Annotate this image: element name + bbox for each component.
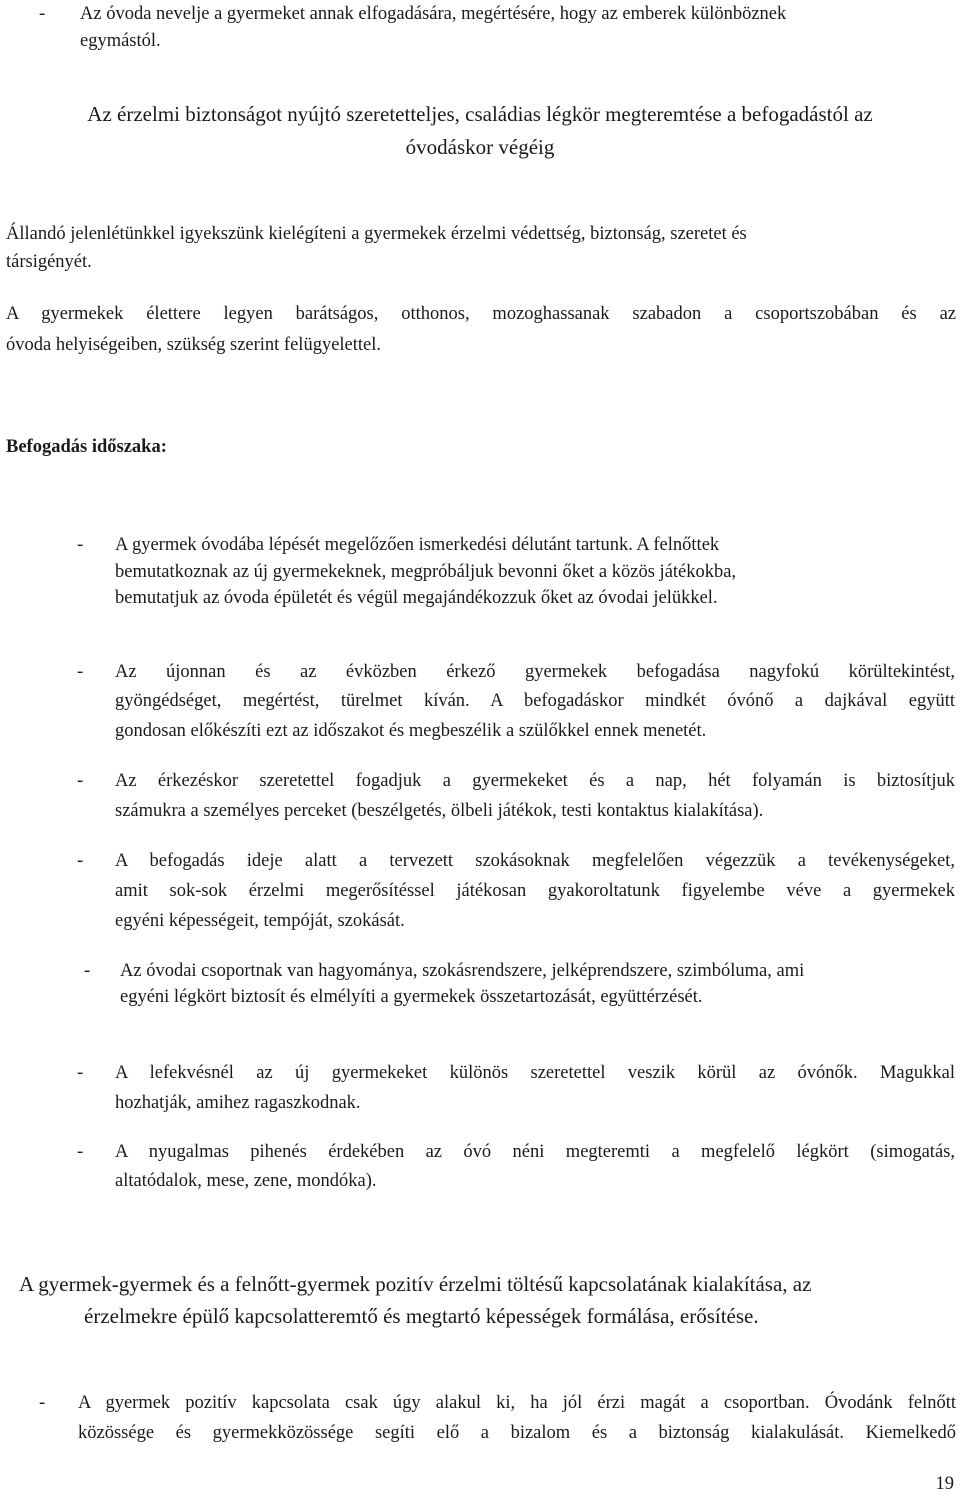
text-line: gyöngédséget, megértést, türelmet kíván. A befogadáskor mindkét óvónő a dajkával együtt: [115, 691, 955, 711]
text-line: amit sok-sok érzelmi megerősítéssel játékosan gyakoroltatunk figyelembe véve a gyermekek: [115, 881, 955, 901]
text-line: Az óvodai csoportnak van hagyománya, szokásrendszere, jelképrendszere, szimbóluma, ami: [120, 961, 805, 981]
heading-line: óvodáskor végéig: [405, 135, 555, 159]
text-line: Állandó jelenlétünkkel igyekszünk kielégíteni a gyermekek érzelmi védettség, biztonság, szeretet és: [6, 224, 747, 244]
bullet-dash: -: [77, 662, 84, 682]
befogadas-heading: Befogadás időszaka:: [6, 437, 167, 457]
bullet-dash: -: [77, 851, 84, 871]
text-line: gondosan előkészíti ezt az időszakot és megbeszélik a szülőkkel ennek menetét.: [115, 721, 707, 741]
text-line: egyéni képességeit, tempóját, szokását.: [115, 911, 405, 931]
text-line: Az újonnan és az évközben érkező gyermekek befogadása nagyfokú körültekintést,: [115, 662, 955, 682]
text-line: számukra a személyes perceket (beszélgetés, ölbeli játékok, testi kontaktus kialakítása).: [115, 801, 764, 821]
page-number: 19: [935, 1474, 954, 1494]
text-line: egymástól.: [80, 31, 161, 51]
heading-line: érzelmekre épülő kapcsolatteremtő és megtartó képességek formálása, erősítése.: [84, 1304, 759, 1328]
heading-line: Az érzelmi biztonságot nyújtó szeretetteljes, családias légkör megteremtése a befogadástól az: [87, 102, 873, 126]
text-line: közössége és gyermekközössége segíti elő a bizalom és a biztonság kialakulását. Kiemelkedő: [78, 1423, 956, 1443]
text-line: A gyermek óvodába lépését megelőzően ismerkedési délutánt tartunk. A felnőttek: [115, 535, 720, 555]
text-line: A nyugalmas pihenés érdekében az óvó néni megteremti a megfelelő légkört (simogatás,: [115, 1142, 955, 1162]
text-line: egyéni légkört biztosít és elmélyíti a gyermekek összetartozását, együttérzését.: [120, 987, 703, 1007]
text-line: A gyermekek élettere legyen barátságos, otthonos, mozoghassanak szabadon a csoportszobában és az: [6, 304, 956, 324]
text-line: A lefekvésnél az új gyermekeket különös szeretettel veszik körül az óvónők. Magukkal: [115, 1063, 955, 1083]
bullet-dash: -: [39, 4, 46, 24]
text-line: Az érkezéskor szeretettel fogadjuk a gyermekeket és a nap, hét folyamán is biztosítjuk: [115, 771, 955, 791]
bullet-dash: -: [77, 771, 84, 791]
text-line: társigényét.: [6, 252, 92, 272]
text-line: altatódalok, mese, zene, mondóka).: [115, 1171, 377, 1191]
text-line: óvoda helyiségeiben, szükség szerint felügyelettel.: [6, 335, 382, 355]
bullet-dash: -: [77, 1063, 84, 1083]
text-line: A gyermek pozitív kapcsolata csak úgy alakul ki, ha jól érzi magát a csoportban. Óvodánk felnőtt: [78, 1393, 956, 1413]
bullet-dash: -: [39, 1393, 46, 1413]
bullet-dash: -: [84, 961, 91, 981]
text-line: bemutatkoznak az új gyermekeknek, megpróbáljuk bevonni őket a közös játékokba,: [115, 562, 737, 582]
text-line: A befogadás ideje alatt a tervezett szokásoknak megfelelően végezzük a tevékenységeket,: [115, 851, 955, 871]
text-line: Az óvoda nevelje a gyermeket annak elfogadására, megértésére, hogy az emberek különböznek: [80, 4, 787, 24]
text-line: bemutatjuk az óvoda épületét és végül megajándékozzuk őket az óvodai jelükkel.: [115, 588, 718, 608]
text-line: hozhatják, amihez ragaszkodnak.: [115, 1093, 361, 1113]
bullet-dash: -: [77, 1142, 84, 1162]
heading-line: A gyermek-gyermek és a felnőtt-gyermek pozitív érzelmi töltésű kapcsolatának kialakítása, az: [19, 1272, 812, 1296]
bullet-dash: -: [77, 535, 84, 555]
